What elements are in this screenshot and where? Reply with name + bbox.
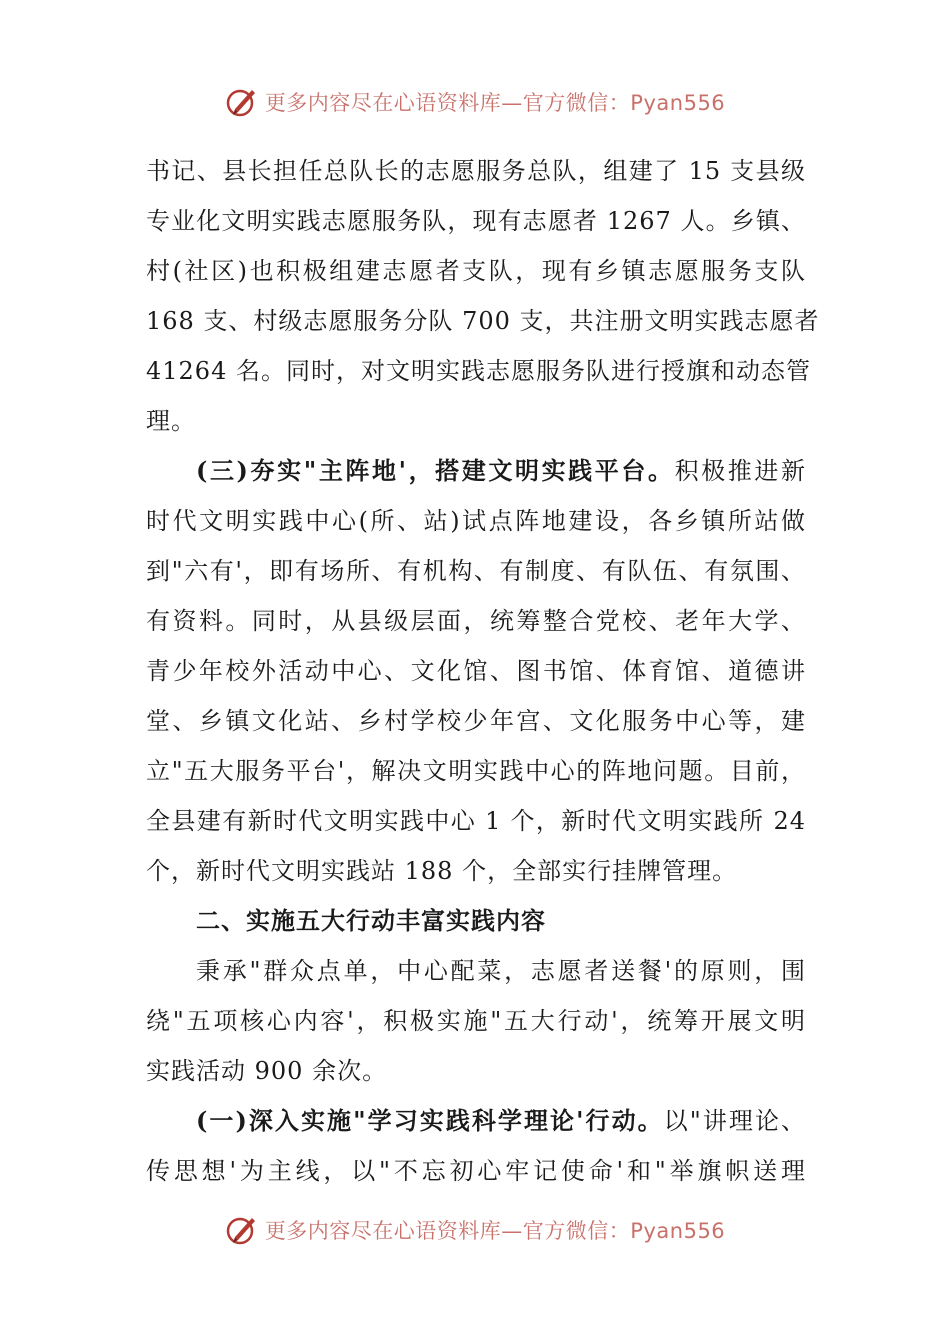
subsection-heading: (三)夯实"主阵地'，搭建文明实践平台。 bbox=[196, 456, 675, 485]
text-line: 青少年校外活动中心、文化馆、图书馆、体育馆、道德讲 bbox=[146, 657, 806, 685]
pen-circle-logo-icon bbox=[225, 1213, 259, 1247]
text-line: 村(社区)也积极组建志愿者支队，现有乡镇志愿服务支队 bbox=[146, 257, 806, 285]
text-line: 理。 bbox=[146, 407, 196, 435]
pen-circle-logo-icon bbox=[225, 85, 259, 119]
text-line: 秉承"群众点单，中心配菜，志愿者送餐'的原则，围 bbox=[196, 957, 806, 985]
section-heading-line bbox=[146, 446, 806, 496]
text-line: 绕"五项核心内容'，积极实施"五大行动'，统筹开展文明 bbox=[146, 1007, 806, 1035]
text-line: 时代文明实践中心(所、站)试点阵地建设，各乡镇所站做 bbox=[146, 507, 806, 535]
footer-watermark-banner bbox=[0, 1210, 950, 1250]
text-line: 个，新时代文明实践站 188 个，全部实行挂牌管理。 bbox=[146, 857, 738, 885]
document-body bbox=[146, 146, 820, 1196]
section-heading: 二、实施五大行动丰富实践内容 bbox=[196, 906, 546, 935]
watermark-text: 更多内容尽在心语资料库—官方微信：Pyan556 bbox=[264, 1219, 726, 1243]
text-line: 堂、乡镇文化站、乡村学校少年宫、文化服务中心等，建 bbox=[146, 707, 806, 735]
text-line: 41264 名。同时，对文明实践志愿服务队进行授旗和动态管 bbox=[146, 357, 811, 385]
watermark-text: 更多内容尽在心语资料库—官方微信：Pyan556 bbox=[264, 91, 726, 115]
text-line: 有资料。同时，从县级层面，统筹整合党校、老年大学、 bbox=[146, 607, 806, 635]
text-line: 立"五大服务平台'，解决文明实践中心的阵地问题。目前， bbox=[146, 757, 806, 785]
text-line: 168 支、村级志愿服务分队 700 支，共注册文明实践志愿者 bbox=[146, 307, 820, 335]
text-fragment: 积极推进新 bbox=[674, 457, 806, 485]
text-line: 实践活动 900 余次。 bbox=[146, 1057, 388, 1085]
text-line: 传思想'为主线，以"不忘初心牢记使命'和"举旗帜送理 bbox=[146, 1157, 806, 1185]
subsection-heading: (一)深入实施"学习实践科学理论'行动。 bbox=[196, 1106, 664, 1135]
text-line: 到"六有'，即有场所、有机构、有制度、有队伍、有氛围、 bbox=[146, 557, 806, 585]
text-fragment: 以"讲理论、 bbox=[663, 1107, 807, 1135]
text-line: 全县建有新时代文明实践中心 1 个，新时代文明实践所 24 bbox=[146, 807, 806, 835]
section-heading-line bbox=[146, 1096, 806, 1146]
text-line: 专业化文明实践志愿服务队，现有志愿者 1267 人。乡镇、 bbox=[146, 207, 806, 235]
header-watermark-banner bbox=[0, 82, 950, 122]
text-line: 书记、县长担任总队长的志愿服务总队，组建了 15 支县级 bbox=[146, 157, 806, 185]
